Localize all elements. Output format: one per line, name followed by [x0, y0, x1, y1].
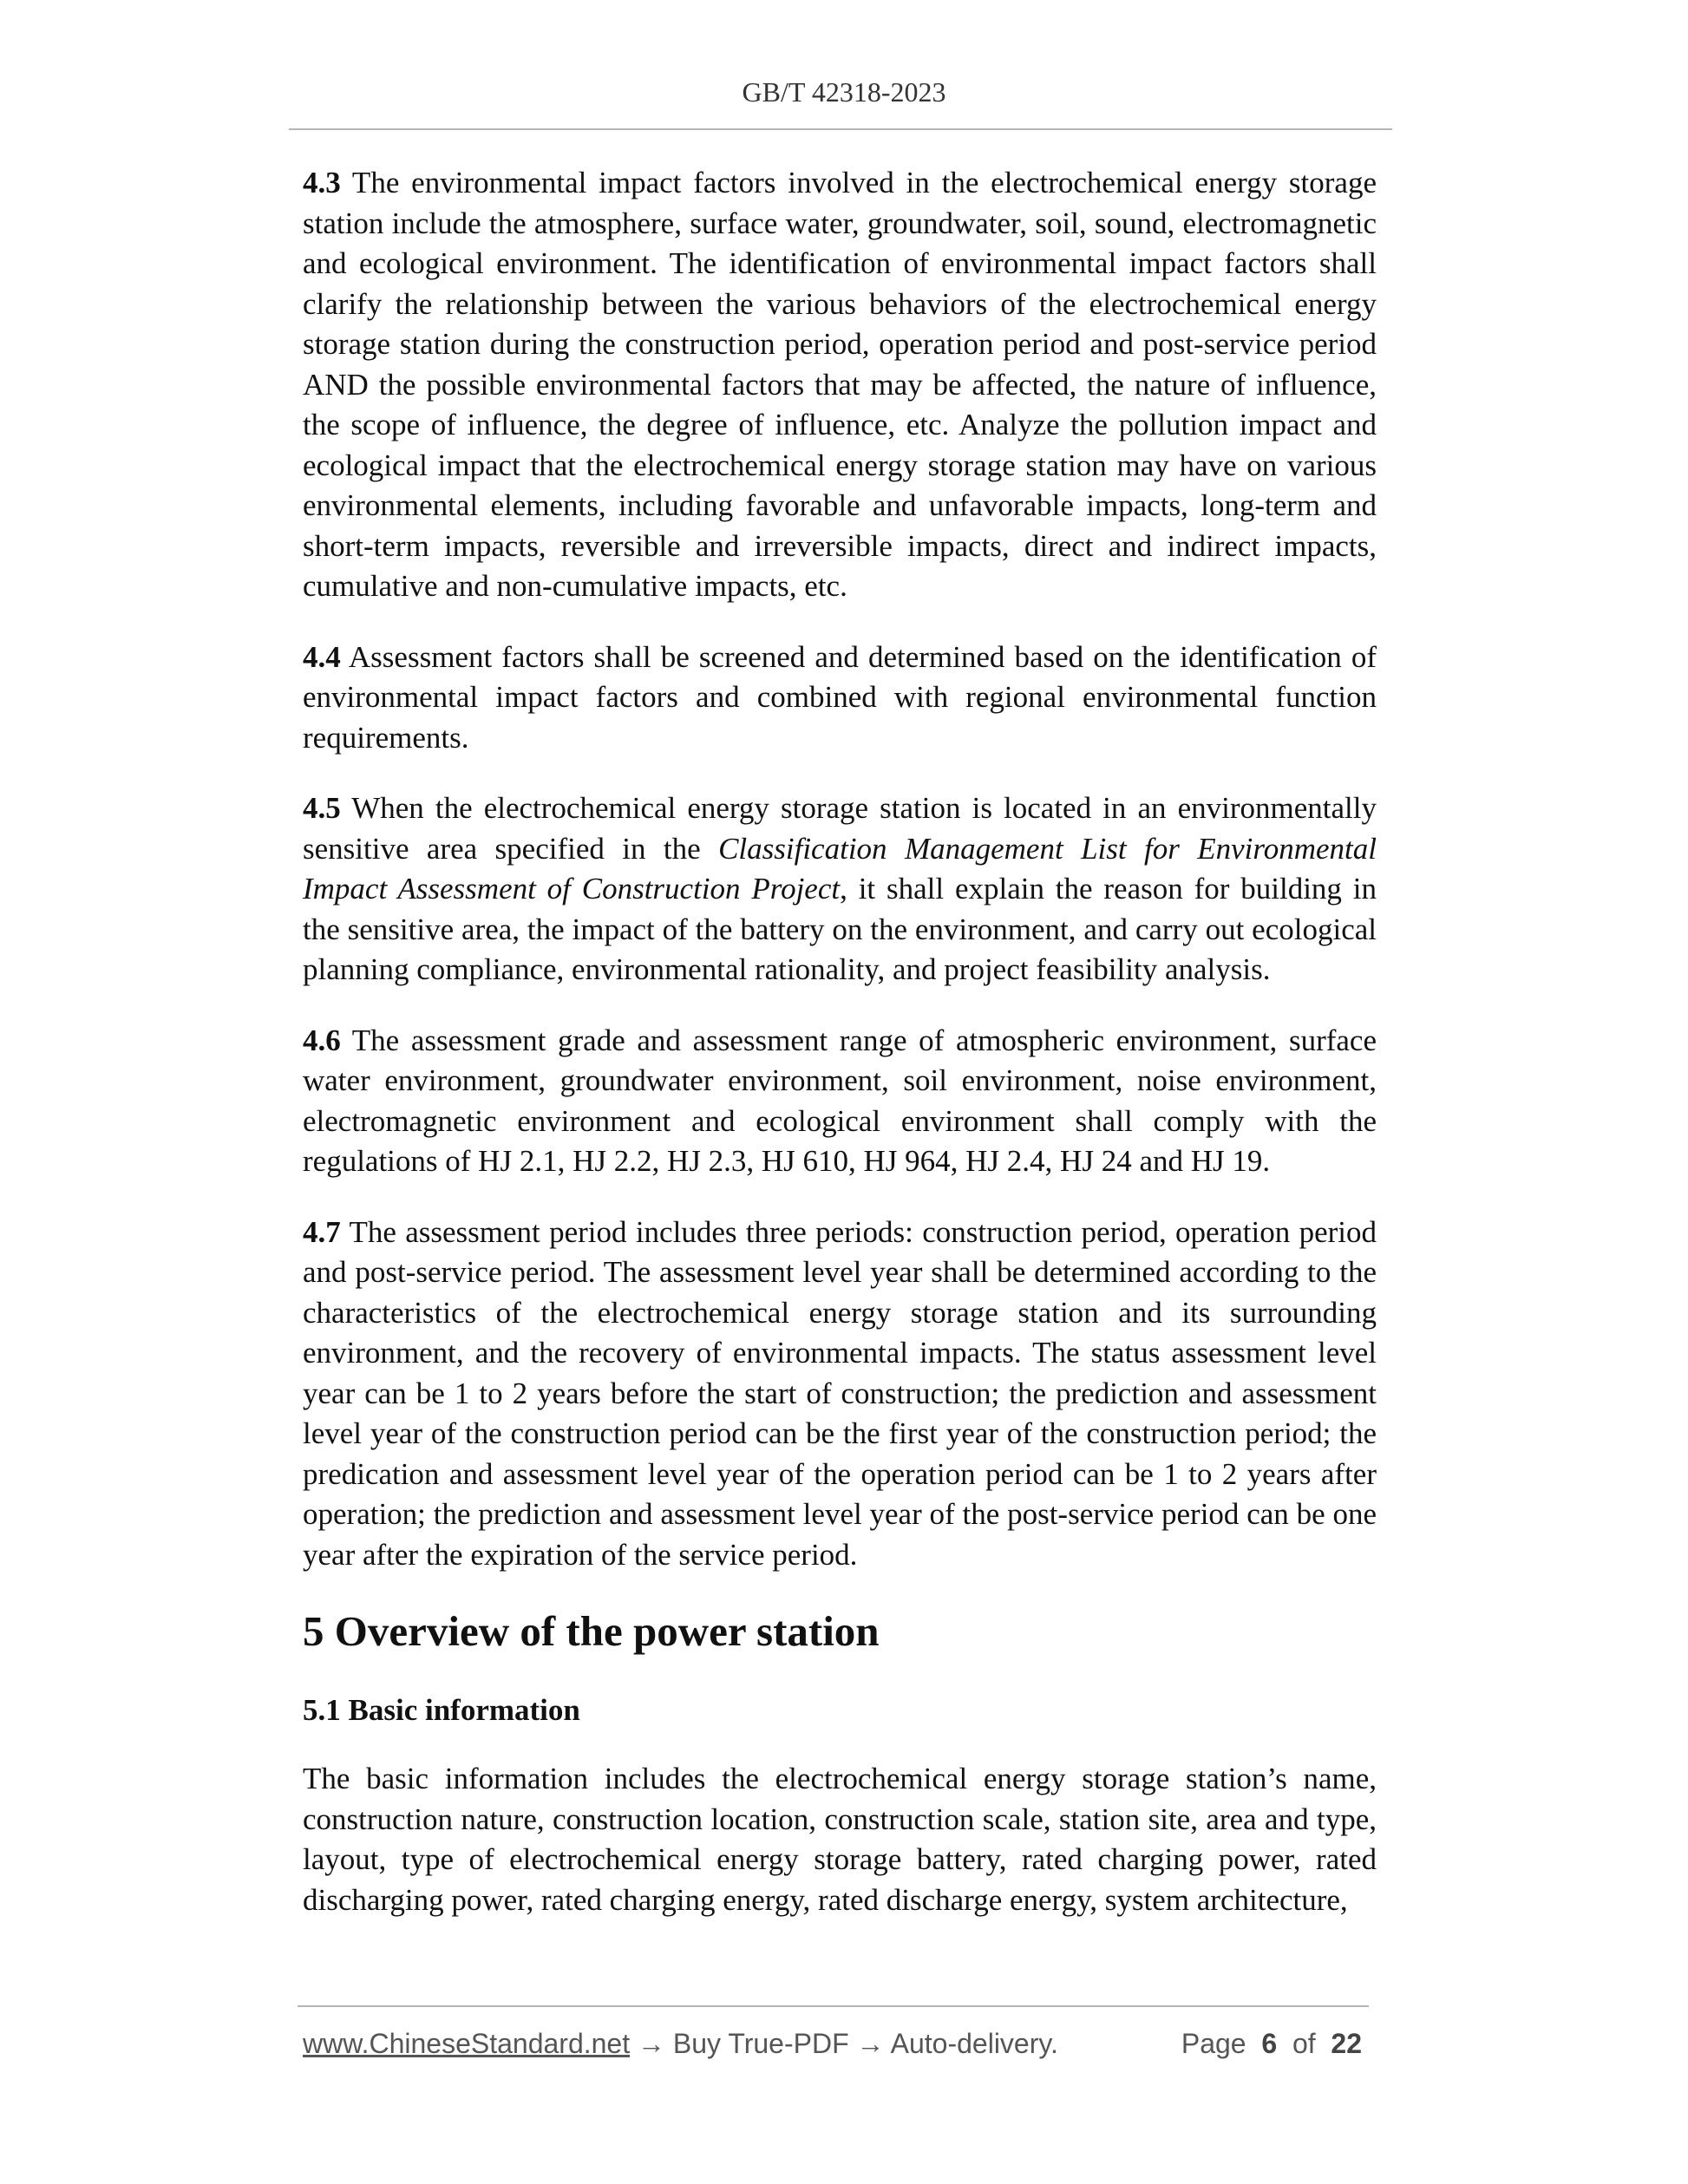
clause-text: The basic information includes the electrochemical energy storage station’s name, construction nature, construction location, construction scale, station site, area and type, layout, type of electrochemical energy storage battery, rated charging power, rated discharging power, rated charging energy, rated discharge energy, system architecture, — [303, 1762, 1377, 1917]
footer-promo — [303, 2028, 1058, 2060]
cited-document-title: Classification Management List for Environmental Impact Assessment of Construction Project — [303, 831, 1377, 906]
clause-number: 4.7 — [303, 1214, 341, 1249]
page-number — [1181, 2028, 1362, 2060]
header-divider — [289, 128, 1392, 130]
current-page: 6 — [1261, 2028, 1278, 2059]
page-footer — [303, 2028, 1369, 2066]
section-5-heading: 5 Overview of the power station — [303, 1607, 880, 1655]
clause-5-1-body — [303, 1759, 1377, 1920]
clause-number: 4.3 — [303, 166, 341, 199]
clause-text: Assessment factors shall be screened and determined based on the identification of environmental impact factors and combined with regional environmental function requirements. — [303, 639, 1377, 755]
clause-4-7 — [303, 1213, 1377, 1576]
header-standard-code: GB/T 42318-2023 — [742, 76, 946, 108]
site-link[interactable]: www.ChineseStandard.net — [303, 2028, 631, 2059]
clause-text: The assessment grade and assessment range of atmospheric environment, surface water environment, groundwater environment, soil environment, noise environment, electromagnetic environment and ecological environment shall comply with the regulations of HJ 2.1, HJ 2.2, HJ 2.3, HJ 610, HJ 964, HJ 2.4, HJ 24 and HJ 19. — [303, 1023, 1377, 1178]
total-pages: 22 — [1331, 2028, 1362, 2059]
clause-number: 4.5 — [303, 791, 341, 825]
page-word: Page — [1181, 2028, 1246, 2059]
of-word: of — [1292, 2028, 1316, 2059]
clause-4-4 — [303, 638, 1377, 759]
clause-text: , it shall explain the reason for building in the sensitive area, the impact of the battery on the environment, and carry out ecological planning compliance, environmental rationality, and project feasibility analysis. — [303, 872, 1377, 986]
clause-number: 4.4 — [303, 639, 341, 674]
clause-text: The environmental impact factors involved in the electrochemical energy storage station include the atmosphere, surface water, groundwater, soil, sound, electromagnetic and ecological environment. The identification of environmental impact factors shall clarify the relationship between the various behaviors of the electrochemical energy storage station during the construction period, operation period and post-service period AND the possible environmental factors that may be affected, the nature of influence, the scope of influence, the degree of influence, etc. Analyze the pollution impact and ecological impact that the electrochemical energy storage station may have on various environmental elements, including favorable and unfavorable impacts, long-term and short-term impacts, reversible and irreversible impacts, direct and indirect impacts, cumulative and non-cumulative impacts, etc. — [303, 166, 1377, 603]
clause-4-6 — [303, 1021, 1377, 1182]
clause-number: 4.6 — [303, 1023, 341, 1057]
page-content — [303, 163, 1377, 1951]
promo-text: → Buy True-PDF → Auto-delivery. — [630, 2028, 1058, 2059]
clause-4-5 — [303, 788, 1377, 991]
clause-text: The assessment period includes three periods: construction period, operation period and post-service period. The assessment level year shall be determined according to the characteristics of the electrochemical energy storage station and its surrounding environment, and the recovery of environmental impacts. The status assessment level year can be 1 to 2 years before the start of construction; the prediction and assessment level year of the construction period can be the first year of the construction period; the predication and assessment level year of the operation period can be 1 to 2 years after operation; the prediction and assessment level year of the post-service period can be one year after the expiration of the service period. — [303, 1214, 1377, 1572]
footer-divider — [298, 2005, 1369, 2007]
clause-text: When the electrochemical energy storage station is located in an environmentally sensitive area specified in the — [303, 791, 1377, 866]
subsection-5-1-heading: 5.1 Basic information — [303, 1693, 580, 1727]
clause-4-3 — [303, 163, 1377, 607]
